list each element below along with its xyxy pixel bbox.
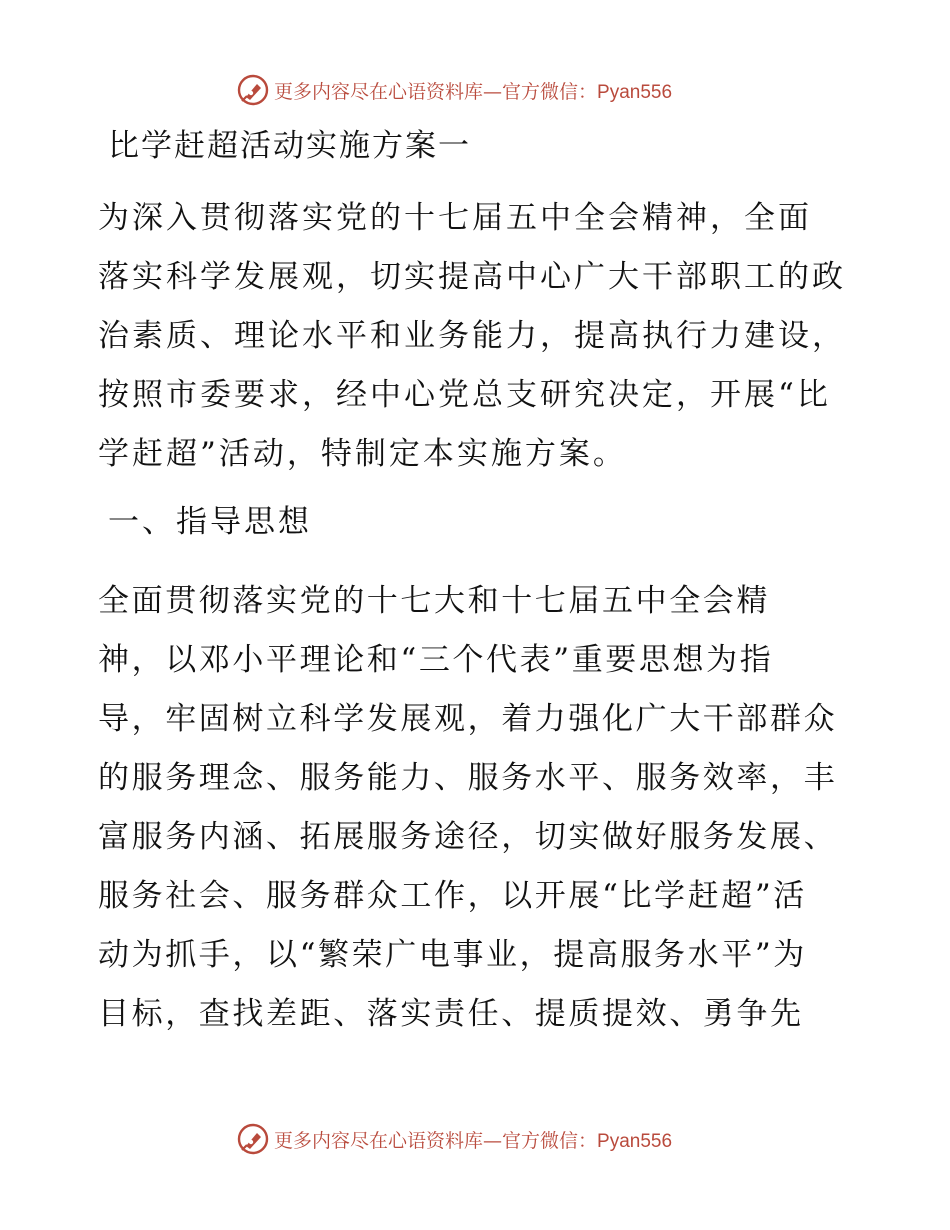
paragraph-line: 动为抓手，以“繁荣广电事业，提高服务水平”为 [98, 937, 807, 973]
watermark-header [236, 72, 672, 108]
watermark-footer [236, 1121, 672, 1157]
document-title: 比学赶超活动实施方案一 [108, 128, 471, 164]
watermark-wechat-id: Pyan556 [597, 81, 673, 103]
watermark-text: 更多内容尽在心语资料库—官方微信：Pyan556 [274, 1129, 673, 1152]
paragraph-line: 全面贯彻落实党的十七大和十七届五中全会精 [98, 583, 770, 619]
paragraph-line: 服务社会、服务群众工作，以开展“比学赶超”活 [98, 878, 807, 914]
paragraph-line: 为深入贯彻落实党的十七届五中全会精神，全面 [98, 200, 812, 236]
paragraph-line: 导，牢固树立科学发展观，着力强化广大干部群众 [98, 701, 838, 737]
paragraph-guiding-ideology [98, 572, 858, 1044]
paragraph-line: 按照市委要求，经中心党总支研究决定，开展“比 [98, 377, 831, 413]
section-heading-guiding-ideology: 一、指导思想 [108, 504, 312, 540]
watermark-text: 更多内容尽在心语资料库—官方微信：Pyan556 [274, 80, 673, 103]
pen-nib-logo-icon [236, 73, 270, 107]
paragraph-line: 学赶超”活动，特制定本实施方案。 [98, 436, 627, 472]
paragraph-line: 富服务内涵、拓展服务途径，切实做好服务发展、 [98, 819, 838, 855]
pen-nib-logo-icon [236, 1122, 270, 1156]
paragraph-intro [98, 189, 858, 484]
paragraph-line: 神，以邓小平理论和“三个代表”重要思想为指 [98, 642, 774, 678]
paragraph-line: 治素质、理论水平和业务能力，提高执行力建设， [98, 318, 846, 354]
paragraph-line: 的服务理念、服务能力、服务水平、服务效率，丰 [98, 760, 838, 796]
paragraph-line: 目标，查找差距、落实责任、提质提效、勇争先 [98, 996, 804, 1032]
watermark-wechat-id: Pyan556 [597, 1130, 673, 1152]
paragraph-line: 落实科学发展观，切实提高中心广大干部职工的政 [98, 259, 846, 295]
